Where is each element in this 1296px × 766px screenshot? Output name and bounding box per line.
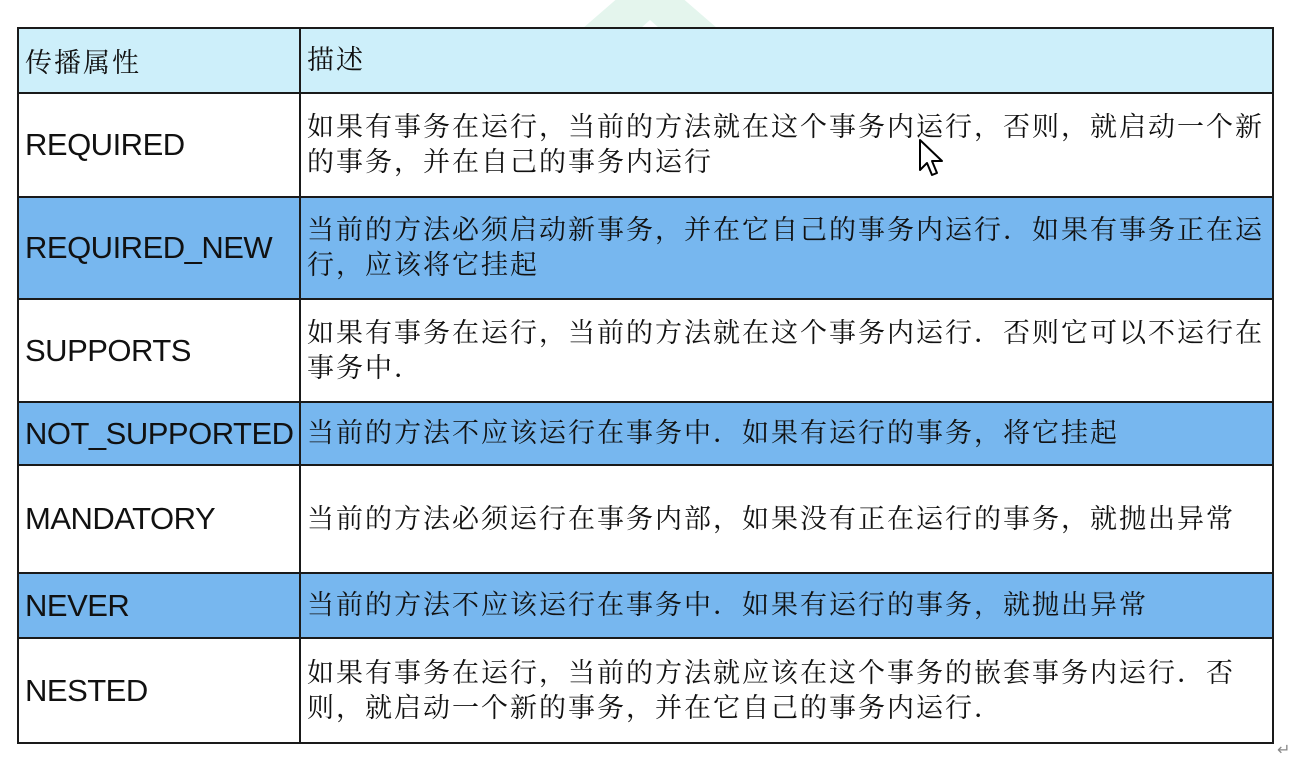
propagation-name: NESTED <box>18 638 300 743</box>
table-row <box>18 93 1273 197</box>
propagation-description: 如果有事务在运行，当前的方法就应该在这个事务的嵌套事务内运行．否则，就启动一个新的事务，并在它自己的事务内运行． <box>300 638 1273 743</box>
propagation-name: REQUIRED_NEW <box>18 197 300 299</box>
propagation-description: 当前的方法必须启动新事务，并在它自己的事务内运行．如果有事务正在运行，应该将它挂起 <box>300 197 1273 299</box>
mouse-pointer-icon <box>918 138 946 178</box>
propagation-name: REQUIRED <box>18 93 300 197</box>
header-propagation-attribute: 传播属性 <box>18 28 300 93</box>
propagation-description: 如果有事务在运行，当前的方法就在这个事务内运行，否则，就启动一个新的事务，并在自己的事务内运行 <box>300 93 1273 197</box>
table-row <box>18 573 1273 638</box>
propagation-name: SUPPORTS <box>18 299 300 402</box>
propagation-description: 当前的方法不应该运行在事务中．如果有运行的事务，将它挂起 <box>300 402 1273 465</box>
table-row <box>18 465 1273 573</box>
propagation-name: NEVER <box>18 573 300 638</box>
return-mark-icon: ↵ <box>1277 740 1291 759</box>
table-row <box>18 299 1273 402</box>
propagation-description: 如果有事务在运行，当前的方法就在这个事务内运行．否则它可以不运行在事务中． <box>300 299 1273 402</box>
propagation-description: 当前的方法不应该运行在事务中．如果有运行的事务，就抛出异常 <box>300 573 1273 638</box>
propagation-name: MANDATORY <box>18 465 300 573</box>
header-description: 描述 <box>300 28 1273 93</box>
table-header-row <box>18 28 1273 93</box>
propagation-description: 当前的方法必须运行在事务内部，如果没有正在运行的事务，就抛出异常 <box>300 465 1273 573</box>
propagation-name: NOT_SUPPORTED <box>18 402 300 465</box>
table-row <box>18 402 1273 465</box>
table-row <box>18 197 1273 299</box>
table-row <box>18 638 1273 743</box>
propagation-table <box>17 27 1274 744</box>
